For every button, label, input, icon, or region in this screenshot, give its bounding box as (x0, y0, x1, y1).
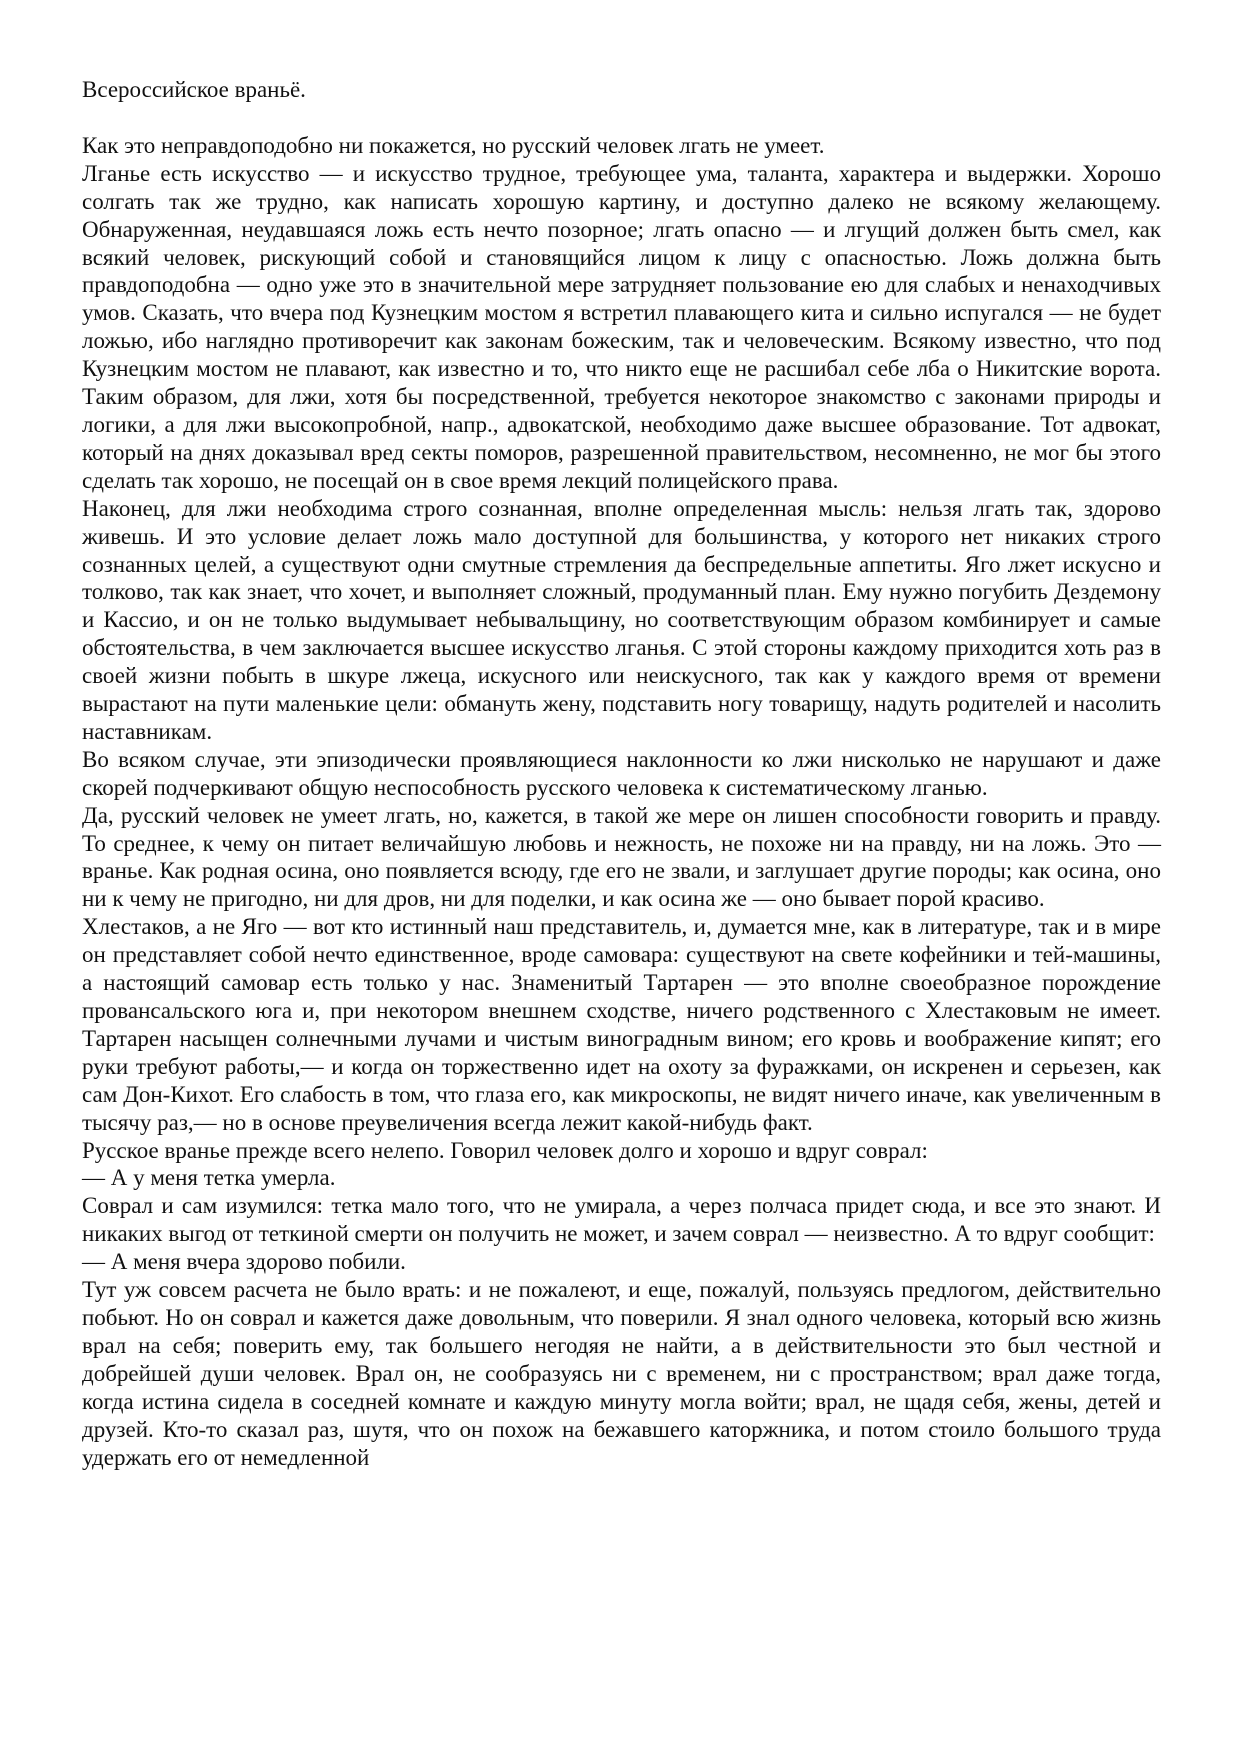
paragraph-8: Соврал и сам изумился: тетка мало того, что не умирала, а через полчаса придет сюда, и все это знают. И никаких выгод от теткиной смерти он получить не может, и зачем соврал — неизвестно. А то вдруг сообщит: (82, 1193, 1161, 1247)
paragraph-9: Тут уж совсем расчета не было врать: и не пожалеют, и еще, пожалуй, пользуясь предлогом, действительно побьют. Но он соврал и кажется даже довольным, что поверили. Я знал одного человека, который всю жизнь врал на себя; поверить ему, так большего негодяя не найти, а в действительности это был честной и добрейшей души человек. Врал он, не сообразуясь ни с временем, ни с пространством; врал даже тогда, когда истина сидела в соседней комнате и каждую минуту могла войти; врал, не щадя себя, жены, детей и друзей. Кто-то сказал раз, шутя, что он похож на бежавшего каторжника, и потом стоило большого труда удержать его от немедленной (82, 1277, 1161, 1470)
dialogue-line-1: — А у меня тетка умерла. (82, 1165, 336, 1191)
paragraph-4: Во всяком случае, эти эпизодически проявляющиеся наклонности ко лжи нисколько не нарушают и даже скорей подчеркивают общую неспособность русского человека к систематическому лганью. (82, 746, 1161, 800)
paragraph-3: Наконец, для лжи необходима строго сознанная, вполне определенная мысль: нельзя лгать так, здорово живешь. И это условие делает ложь мало доступной для большинства, у которого нет никаких строго сознанных целей, а существуют одни смутные стремления да беспредельные аппетиты. Яго лжет искусно и толково, так как знает, что хочет, и выполняет сложный, продуманный план. Ему нужно погубить Дездемону и Кассио, и он не только выдумывает небывальщину, но соответствующим образом комбинирует и самые обстоятельства, в чем заключается высшее искусство лганья. С этой стороны каждому приходится хоть раз в своей жизни побыть в шкуре лжеца, искусного или неискусного, так как у каждого время от времени вырастают на пути маленькие цели: обмануть жену, подставить ногу товарищу, надуть родителей и насолить наставникам. (82, 495, 1161, 744)
paragraph-1: Как это неправдоподобно ни покажется, но русский человек лгать не умеет. (82, 132, 825, 158)
document-title: Всероссийское враньё. (82, 77, 306, 102)
dialogue-line-2: — А меня вчера здорово побили. (82, 1249, 406, 1275)
document-page (82, 76, 1161, 1471)
paragraph-2: Лганье есть искусство — и искусство трудное, требующее ума, таланта, характера и выдержки. Хорошо солгать так же трудно, как написать хорошую картину, и доступно далеко не всякому желающему. Обнаруженная, неудавшаяся ложь есть нечто позорное; лгать опасно — и лгущий должен быть смел, как всякий человек, рискующий собой и становящийся лицом к лицу с опасностью. Ложь должна быть правдоподобна — одно уже это в значительной мере затрудняет пользование ею для слабых и ненаходчивых умов. Сказать, что вчера под Кузнецким мостом я встретил плавающего кита и сильно испугался — не будет ложью, ибо наглядно противоречит как законам божеским, так и человеческим. Всякому известно, что под Кузнецким мостом не плавают, как известно и то, что никто еще не расшибал себе лба о Никитские ворота. Таким образом, для лжи, хотя бы посредственной, требуется некоторое знакомство с законами природы и логики, а для лжи высокопробной, напр., адвокатской, необходимо даже высшее образование. Тот адвокат, который на днях доказывал вред секты поморов, разрешенной правительством, несомненно, не мог бы этого сделать так хорошо, не посещай он в свое время лекций полицейского права. (82, 160, 1161, 493)
paragraph-7: Русское вранье прежде всего нелепо. Говорил человек долго и хорошо и вдруг соврал: (82, 1137, 928, 1163)
paragraph-6: Хлестаков, а не Яго — вот кто истинный наш представитель, и, думается мне, как в литературе, так и в мире он представляет собой нечто единственное, вроде самовара: существуют на свете кофейники и тей-машины, а настоящий самовар есть только у нас. Знаменитый Тартарен — это вполне своеобразное порождение провансальского юга и, при некотором внешнем сходстве, ничего родственного с Хлестаковым не имеет. Тартарен насыщен солнечными лучами и чистым виноградным вином; его кровь и воображение кипят; его руки требуют работы,— и когда он торжественно идет на охоту за фуражками, он искренен и серьезен, как сам Дон-Кихот. Его слабость в том, что глаза его, как микроскопы, не видят ничего иначе, как увеличенным в тысячу раз,— но в основе преувеличения всегда лежит какой-нибудь факт. (82, 914, 1161, 1135)
paragraph-5: Да, русский человек не умеет лгать, но, кажется, в такой же мере он лишен способности говорить и правду. То среднее, к чему он питает величайшую любовь и нежность, не похоже ни на правду, ни на ложь. Это — вранье. Как родная осина, оно появляется всюду, где его не звали, и заглушает другие породы; как осина, оно ни к чему не пригодно, ни для дров, ни для поделки, и как осина же — оно бывает порой красиво. (82, 802, 1161, 912)
